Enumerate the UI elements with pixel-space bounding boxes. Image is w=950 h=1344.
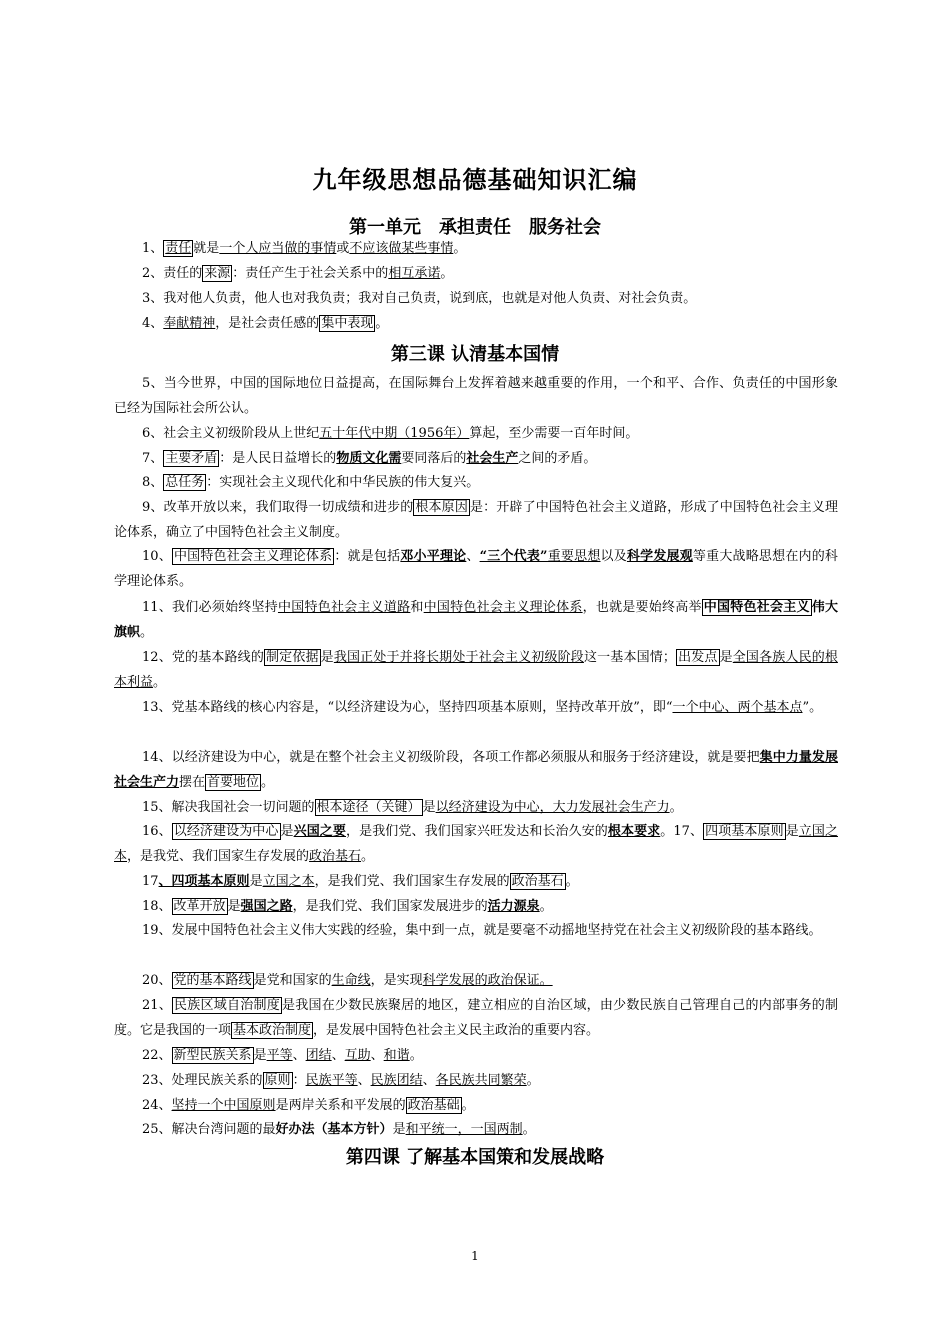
text-segment: 重要思想 <box>547 549 601 564</box>
text-segment: 。 <box>140 625 154 640</box>
text-segment: 。 <box>526 1073 540 1088</box>
text-segment: ： <box>292 1073 306 1088</box>
boxed-term: 政治基础 <box>407 1098 460 1113</box>
text-segment: ”。 <box>802 700 823 715</box>
text-segment: 是党和国家的 <box>253 973 332 988</box>
list-item <box>114 544 838 594</box>
text-segment: 是 <box>719 650 733 665</box>
text-segment: 是 <box>320 650 334 665</box>
text-segment: 科学发展的政治保证。 <box>422 973 553 988</box>
text-segment: 是 <box>280 824 294 839</box>
text-segment: 集中力量发展社会生产力 <box>114 750 838 790</box>
text-segment: 立国之本 <box>114 824 838 864</box>
list-item <box>114 645 838 695</box>
boxed-term: 根本原因 <box>415 500 468 515</box>
text-segment: 22、 <box>142 1048 172 1063</box>
text-segment: 17 <box>142 874 159 889</box>
text-segment: ，是我们党、我们国家兴旺发达和长治久安的 <box>346 824 608 839</box>
list-item <box>114 286 838 311</box>
text-segment: ，是实现 <box>370 973 423 988</box>
text-segment: 民族团结 <box>370 1073 423 1088</box>
lesson3-heading: 第三课 认清基本国情 <box>390 344 560 365</box>
lesson4-heading: 第四课 了解基本国策和发展战略 <box>345 1147 605 1168</box>
text-segment: 、 <box>466 549 480 564</box>
text-segment: 是 <box>227 899 241 914</box>
text-segment: 16、 <box>142 824 172 839</box>
text-segment: 和平统一，一国两制 <box>405 1122 523 1137</box>
text-segment: 活力源泉 <box>487 899 540 914</box>
text-segment: 坚持一个中国原则 <box>171 1098 276 1113</box>
list-item <box>114 795 838 820</box>
text-segment: 我国正处于并将长期处于社会主义初级阶段 <box>333 650 584 665</box>
list-item <box>114 1117 838 1142</box>
text-segment: 。 <box>522 1122 536 1137</box>
text-segment: 、 <box>331 1048 345 1063</box>
text-segment: 。 <box>565 874 579 889</box>
text-segment: 一个中心、两个基本点 <box>672 700 803 715</box>
text-segment: 中国特色社会主义道路 <box>277 600 411 615</box>
text-segment: ，也就是要始终高举 <box>582 600 702 615</box>
text-segment: 25、解决台湾问题的最 <box>142 1122 276 1137</box>
text-segment: ：责任产生于社会关系中的 <box>232 266 389 281</box>
text-segment: 11、我们必须始终坚持 <box>142 600 278 615</box>
text-segment: ，是我党、我们国家生存发展的 <box>127 849 310 864</box>
text-segment: 各民族共同繁荣 <box>435 1073 527 1088</box>
text-segment: 、 <box>292 1048 306 1063</box>
text-segment: 是 <box>253 1048 267 1063</box>
list-item <box>114 695 838 720</box>
text-segment: 摆在 <box>179 775 206 790</box>
list-item <box>114 993 838 1043</box>
text-segment: 伟大旗帜 <box>114 600 838 640</box>
page-title: 九年级思想品德基础知识汇编 <box>312 166 638 194</box>
text-segment: 13、党基本路线的核心内容是，“以经济建设为心，坚持四项基本原则，坚持改革开放”，即“ <box>142 700 673 715</box>
text-segment: 。 <box>440 266 454 281</box>
text-segment: 或 <box>336 241 350 256</box>
boxed-term: 中国特色社会主义理论体系 <box>173 549 333 564</box>
text-segment: 是 <box>422 800 436 815</box>
text-segment: 。 <box>153 675 167 690</box>
text-segment: 政治基石 <box>309 849 362 864</box>
boxed-term: 首要地位 <box>207 775 260 790</box>
text-segment: 物质文化需 <box>336 451 402 466</box>
boxed-term: 制定依据 <box>266 650 319 665</box>
text-segment: 。 <box>539 899 553 914</box>
text-segment: 5、当今世界，中国的国际地位日益提高，在国际舞台上发挥着越来越重要的作用，一个和平、合作、负责任的中国形象已经为国际社会所公认。 <box>114 376 838 416</box>
text-segment: 是 <box>392 1122 406 1137</box>
boxed-term: 基本政治制度 <box>233 1023 312 1038</box>
text-segment: 。 <box>361 849 375 864</box>
text-segment: 12、党的基本路线的 <box>142 650 265 665</box>
list-item <box>114 819 838 869</box>
text-segment: ：就是包括 <box>334 549 401 564</box>
text-segment: 强国之路 <box>240 899 293 914</box>
text-segment: 7、 <box>142 451 164 466</box>
list-item <box>114 894 838 919</box>
boxed-term: 中国特色社会主义 <box>703 600 810 615</box>
boxed-term: 党的基本路线 <box>173 973 252 988</box>
text-segment: 。 <box>261 775 275 790</box>
list-item <box>114 745 838 795</box>
text-segment: ，是社会责任感的 <box>215 316 320 331</box>
text-segment: 。 <box>453 241 467 256</box>
text-segment: 19、发展中国特色社会主义伟大实践的经验，集中到一点，就是要毫不动摇地坚持党在社会主义初级阶段的基本路线。 <box>142 923 822 938</box>
text-segment: 五十年代中期（1956年） <box>319 426 470 441</box>
text-segment: 、 <box>357 1073 371 1088</box>
text-segment: 是我国在少数民族聚居的地区，建立相应的自治区域，由少数民族自己管理自己的内部事务的制度。它是我国的一项 <box>114 998 838 1038</box>
text-segment: 是两岸关系和平发展的 <box>275 1098 406 1113</box>
text-segment: 2、责任的 <box>142 266 203 281</box>
text-segment: 社会生产 <box>466 451 519 466</box>
boxed-term: 以经济建设为中心 <box>173 824 279 839</box>
text-segment: 一个人应当做的事情 <box>219 241 337 256</box>
text-segment: 兴国之要 <box>293 824 346 839</box>
text-segment: 6、社会主义初级阶段从上世纪 <box>142 426 320 441</box>
text-segment: 、四项基本原则 <box>158 874 250 889</box>
text-segment: 要同落后的 <box>401 451 467 466</box>
text-segment: 18、 <box>142 899 172 914</box>
text-segment: 1、 <box>142 241 164 256</box>
text-segment: 、 <box>370 1048 384 1063</box>
text-segment: 等重大战略思想在内的科学理论体系。 <box>114 549 838 589</box>
text-segment: 立国之本 <box>262 874 315 889</box>
list-item <box>114 968 838 993</box>
text-segment: 4、 <box>142 316 164 331</box>
list-item <box>114 918 838 943</box>
boxed-term: 原则 <box>264 1073 291 1088</box>
text-segment: 以经济建设为中心，大力发展社会生产力 <box>435 800 670 815</box>
boxed-term: 出发点 <box>677 650 718 665</box>
text-segment: 。17、 <box>660 824 704 839</box>
text-segment: 和 <box>410 600 424 615</box>
text-segment: ：实现社会主义现代化和中华民族的伟大复兴。 <box>206 475 480 490</box>
boxed-term: 民族区域自治制度 <box>174 998 280 1013</box>
text-segment: 、 <box>422 1073 436 1088</box>
boxed-term: 来源 <box>204 266 231 281</box>
text-segment: 。 <box>409 1048 423 1063</box>
boxed-term: 四项基本原则 <box>705 824 784 839</box>
list-item <box>114 421 838 446</box>
text-segment: 9、改革开放以来，我们取得一切成绩和进步的 <box>142 500 414 515</box>
list-item <box>114 446 838 471</box>
text-segment: ，是我们党、我们国家生存发展的 <box>314 874 510 889</box>
boxed-term: 总任务 <box>165 475 205 490</box>
text-segment: 就是 <box>193 241 220 256</box>
text-segment: 15、解决我国社会一切问题的 <box>142 800 315 815</box>
text-segment: 20、 <box>142 973 172 988</box>
list-item <box>114 1043 838 1068</box>
text-segment: 3、我对他人负责，他人也对我负责；我对自己负责，说到底，也就是对他人负责、对社会负责。 <box>142 291 697 306</box>
text-segment: 23、处理民族关系的 <box>142 1073 263 1088</box>
text-segment: 24、 <box>142 1098 172 1113</box>
list-item <box>114 470 838 495</box>
text-segment: 21、 <box>142 998 173 1013</box>
text-segment: 算起，至少需要一百年时间。 <box>469 426 639 441</box>
text-segment: “三个代表” <box>479 549 548 564</box>
text-segment: 以及 <box>600 549 627 564</box>
text-segment: 相互承诺 <box>388 266 441 281</box>
text-segment: 科学发展观 <box>626 549 693 564</box>
text-segment: 根本要求 <box>607 824 661 839</box>
boxed-term: 根本途径（关键） <box>316 800 421 815</box>
boxed-term: 政治基石 <box>511 874 564 889</box>
text-segment: 好办法（基本方针） <box>275 1122 393 1137</box>
text-segment: 是 <box>249 874 263 889</box>
text-segment: 生命线 <box>331 973 371 988</box>
boxed-term: 责任 <box>165 241 192 256</box>
text-segment: 是：开辟了中国特色社会主义道路，形成了中国特色社会主义理论体系，确立了中国特色社会主义制度。 <box>114 500 838 540</box>
page-number: 1 <box>471 1249 479 1263</box>
list-item <box>114 371 838 421</box>
text-segment: 不应该做某些事情 <box>349 241 454 256</box>
text-segment: 10、 <box>142 549 172 564</box>
boxed-term: 集中表现 <box>321 316 374 331</box>
text-segment: 。 <box>669 800 683 815</box>
boxed-term: 改革开放 <box>173 899 226 914</box>
text-segment: 邓小平理论 <box>400 549 467 564</box>
list-item <box>114 869 838 894</box>
list-item <box>114 311 838 336</box>
text-segment: 这一基本国情； <box>583 650 676 665</box>
text-segment: 团结 <box>305 1048 332 1063</box>
text-segment: 平等 <box>266 1048 293 1063</box>
text-segment: ，是发展中国特色社会主义民主政治的重要内容。 <box>313 1023 600 1038</box>
unit1-heading: 第一单元 承担责任 服务社会 <box>349 217 601 238</box>
list-item <box>114 595 838 645</box>
text-segment: 全国各族人民的根本利益 <box>114 650 838 690</box>
text-segment: 8、 <box>142 475 164 490</box>
boxed-term: 新型民族关系 <box>173 1048 252 1063</box>
list-item <box>114 495 838 545</box>
text-segment: 中国特色社会主义理论体系 <box>423 600 583 615</box>
list-item <box>114 1093 838 1118</box>
text-segment: 14、以经济建设为中心，就是在整个社会主义初级阶段，各项工作都必须服从和服务于经济建设，就是要把 <box>142 750 760 765</box>
text-segment: ，是我们党、我们国家发展进步的 <box>292 899 488 914</box>
list-item <box>114 261 838 286</box>
text-segment: 和谐 <box>383 1048 410 1063</box>
text-segment: ：是人民日益增长的 <box>219 451 337 466</box>
text-segment: 。 <box>461 1098 475 1113</box>
text-segment: 是 <box>785 824 799 839</box>
text-segment: 。 <box>375 316 389 331</box>
text-segment: 民族平等 <box>305 1073 358 1088</box>
text-segment: 互助 <box>344 1048 371 1063</box>
list-item <box>114 1068 838 1093</box>
list-item <box>114 236 838 261</box>
text-segment: 之间的矛盾。 <box>518 451 597 466</box>
boxed-term: 主要矛盾 <box>165 451 218 466</box>
text-segment: 奉献精神 <box>163 316 216 331</box>
